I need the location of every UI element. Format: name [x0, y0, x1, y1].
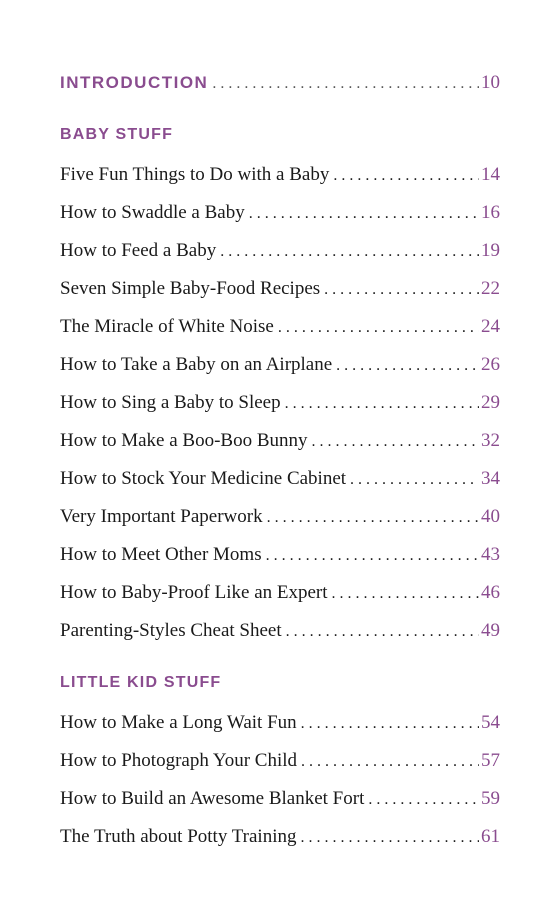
toc-entry[interactable] — [60, 780, 500, 818]
toc-entry-page: 10 — [481, 72, 500, 93]
dot-leader — [332, 575, 479, 613]
dot-leader — [266, 537, 479, 575]
toc-entry[interactable] — [60, 460, 500, 498]
dot-leader — [301, 743, 479, 781]
toc-entry-title: How to Baby-Proof Like an Expert — [60, 582, 328, 603]
dot-leader — [368, 781, 479, 819]
dot-leader — [301, 705, 479, 743]
toc-entry[interactable] — [60, 270, 500, 308]
dot-leader — [333, 157, 479, 195]
dot-leader — [249, 195, 479, 233]
section-baby-stuff — [60, 156, 500, 650]
toc-entry[interactable] — [60, 384, 500, 422]
toc-entry-title: How to Sing a Baby to Sleep — [60, 392, 281, 413]
toc-entry-title: How to Make a Long Wait Fun — [60, 712, 297, 733]
toc-entry-page: 40 — [481, 506, 500, 527]
toc-entry-page: 32 — [481, 430, 500, 451]
toc-entry-page: 49 — [481, 620, 500, 641]
dot-leader — [324, 271, 479, 309]
dot-leader — [350, 461, 479, 499]
toc-entry-page: 14 — [481, 164, 500, 185]
toc-entry[interactable] — [60, 818, 500, 856]
dot-leader — [220, 233, 479, 271]
dot-leader — [301, 819, 480, 857]
toc-entry[interactable] — [60, 742, 500, 780]
toc-entry-title: How to Photograph Your Child — [60, 750, 297, 771]
toc-entry-page: 54 — [481, 712, 500, 733]
toc-entry[interactable] — [60, 232, 500, 270]
toc-entry-page: 43 — [481, 544, 500, 565]
toc-entry-page: 57 — [481, 750, 500, 771]
toc-entry[interactable] — [60, 194, 500, 232]
toc-entry-title: How to Swaddle a Baby — [60, 202, 245, 223]
toc-entry[interactable] — [60, 536, 500, 574]
dot-leader — [286, 613, 479, 651]
toc-entry-title: How to Make a Boo-Boo Bunny — [60, 430, 308, 451]
toc-entry-title: The Miracle of White Noise — [60, 316, 274, 337]
dot-leader — [267, 499, 479, 537]
toc-entry[interactable] — [60, 704, 500, 742]
dot-leader — [336, 347, 479, 385]
toc-entry-title: How to Take a Baby on an Airplane — [60, 354, 333, 375]
toc-entry-page: 59 — [481, 788, 500, 809]
section-heading-baby-stuff: BABY STUFF — [60, 126, 174, 143]
toc-entry-title: Very Important Paperwork — [60, 506, 263, 527]
dot-leader — [278, 309, 479, 347]
toc-entry-page: 26 — [481, 354, 500, 375]
toc-entry[interactable] — [60, 422, 500, 460]
toc-entry[interactable] — [60, 612, 500, 650]
table-of-contents — [60, 64, 500, 856]
toc-entry[interactable] — [60, 346, 500, 384]
toc-entry[interactable] — [60, 156, 500, 194]
toc-entry-title: How to Meet Other Moms — [60, 544, 262, 565]
toc-entry-page: 34 — [481, 468, 500, 489]
toc-entry-title: Seven Simple Baby-Food Recipes — [60, 278, 321, 299]
toc-entry-title: How to Build an Awesome Blanket Fort — [60, 788, 365, 809]
toc-entry-title: How to Stock Your Medicine Cabinet — [60, 468, 347, 489]
toc-entry-page: 29 — [481, 392, 500, 413]
toc-entry-title: Parenting-Styles Cheat Sheet — [60, 620, 282, 641]
toc-entry-page: 61 — [481, 826, 500, 847]
section-little-kid-stuff — [60, 704, 500, 856]
toc-entry-title: Five Fun Things to Do with a Baby — [60, 164, 330, 185]
toc-entry-page: 24 — [481, 316, 500, 337]
section-heading-little-kid-stuff: LITTLE KID STUFF — [60, 674, 222, 691]
toc-entry-page: 22 — [481, 278, 500, 299]
toc-entry-title: How to Feed a Baby — [60, 240, 217, 261]
toc-entry-page: 19 — [481, 240, 500, 261]
toc-entry-page: 46 — [481, 582, 500, 603]
toc-entry-introduction[interactable] — [60, 64, 500, 102]
dot-leader — [212, 65, 479, 103]
dot-leader — [312, 423, 479, 461]
toc-entry[interactable] — [60, 574, 500, 612]
toc-entry-title: INTRODUCTION — [60, 73, 209, 92]
toc-entry[interactable] — [60, 498, 500, 536]
toc-entry[interactable] — [60, 308, 500, 346]
toc-entry-page: 16 — [481, 202, 500, 223]
dot-leader — [285, 385, 479, 423]
toc-entry-title: The Truth about Potty Training — [60, 826, 297, 847]
